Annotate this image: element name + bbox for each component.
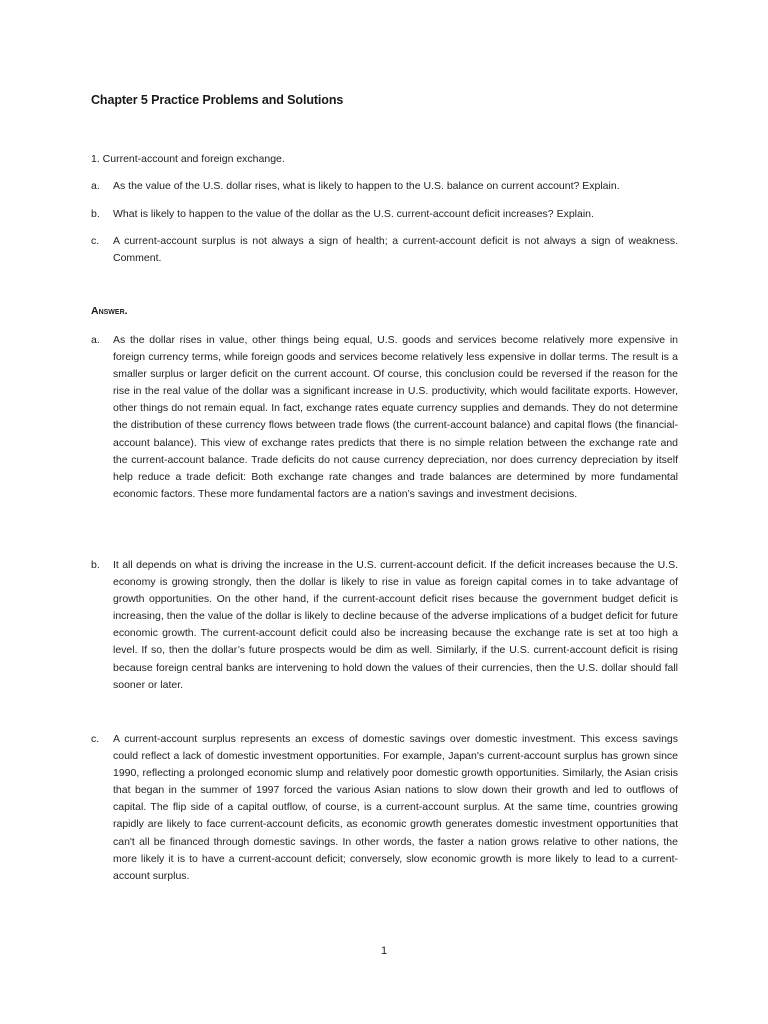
question-b-text: What is likely to happen to the value of the dollar as the U.S. current-account deficit increases? Explain.	[113, 208, 594, 220]
answer-a-text: As the dollar rises in value, other things being equal, U.S. goods and services become relatively more expensive in foreign currency terms, while foreign goods and services become relatively less expensive in dollar terms. The result is a smaller surplus or larger deficit on the current account. Of course, this conclusion could be reversed if the reason for the rise in the real value of the dollar was a significant increase in U.S. productivity, which would facilitate exports. However, other things do not remain equal. In fact, exchange rates equate currency supplies and demands. They do not determine the distribution of these currency flows between trade flows (the current-account balance) and capital flows (the financial-account balance). This view of exchange rates predicts that there is no simple relation between the exchange rate and the current-account balance. Trade deficits do not cause currency depreciation, nor does currency depreciation by itself help reduce a trade deficit: Both exchange rate changes and trade balances are determined by more fundamental economic factors. These more fundamental factors are a nation’s savings and investment decisions.	[113, 334, 678, 500]
answer-b-text: It all depends on what is driving the increase in the U.S. current-account deficit. If the deficit increases because the U.S. economy is growing strongly, then the dollar is likely to rise in value as foreign capital comes in to take advantage of growth opportunities. On the other hand, if the current-account deficit rises because the government budget deficit is increasing, then the value of the dollar is likely to decline because of the adverse implications of a budget deficit for future economic growth. The current-account deficit could also be increasing because the exchange rate is set at too high a level. If so, then the dollar’s future prospects would be dim as well. Similarly, if the U.S. current-account deficit is rising because foreign central banks are intervening to hold down the values of their currencies, then the U.S. dollar should fall sooner or later.	[113, 559, 678, 691]
question-c-text: A current-account surplus is not always a sign of health; a current-account deficit is not always a sign of weakness. Comment.	[113, 235, 678, 264]
question-b-label: b.	[91, 208, 100, 220]
page-number: 1	[380, 945, 388, 957]
question-a-label: a.	[91, 180, 100, 192]
question-a-text: As the value of the U.S. dollar rises, what is likely to happen to the U.S. balance on current account? Explain.	[113, 180, 620, 192]
answer-b-label: b.	[91, 559, 100, 571]
answer-c-label: c.	[91, 733, 100, 745]
question-intro: 1. Current-account and foreign exchange.	[91, 153, 285, 165]
page-title: Chapter 5 Practice Problems and Solutions	[91, 93, 344, 107]
answer-c-text: A current-account surplus represents an excess of domestic savings over domestic investment. This excess savings could reflect a lack of domestic investment opportunities. For example, Japan's current-account surplus has grown since 1990, reflecting a prolonged economic slump and relatively poor domestic growth opportunities. Similarly, the Asian crisis that began in the summer of 1997 forced the various Asian nations to slow down their growth and led to outflows of capital. The flip side of a capital outflow, of course, is a current-account surplus. At the same time, countries growing rapidly are likely to face current-account deficits, as economic growth generates domestic investment opportunities that can't all be financed through domestic savings. In other words, the faster a nation grows relative to other nations, the more likely it is to have a current-account deficit; conversely, slow economic growth is more likely to lead to a current-account surplus.	[113, 733, 678, 882]
answer-a-label: a.	[91, 334, 100, 346]
answer-heading: Answer.	[91, 305, 128, 317]
question-c-label: c.	[91, 235, 100, 247]
